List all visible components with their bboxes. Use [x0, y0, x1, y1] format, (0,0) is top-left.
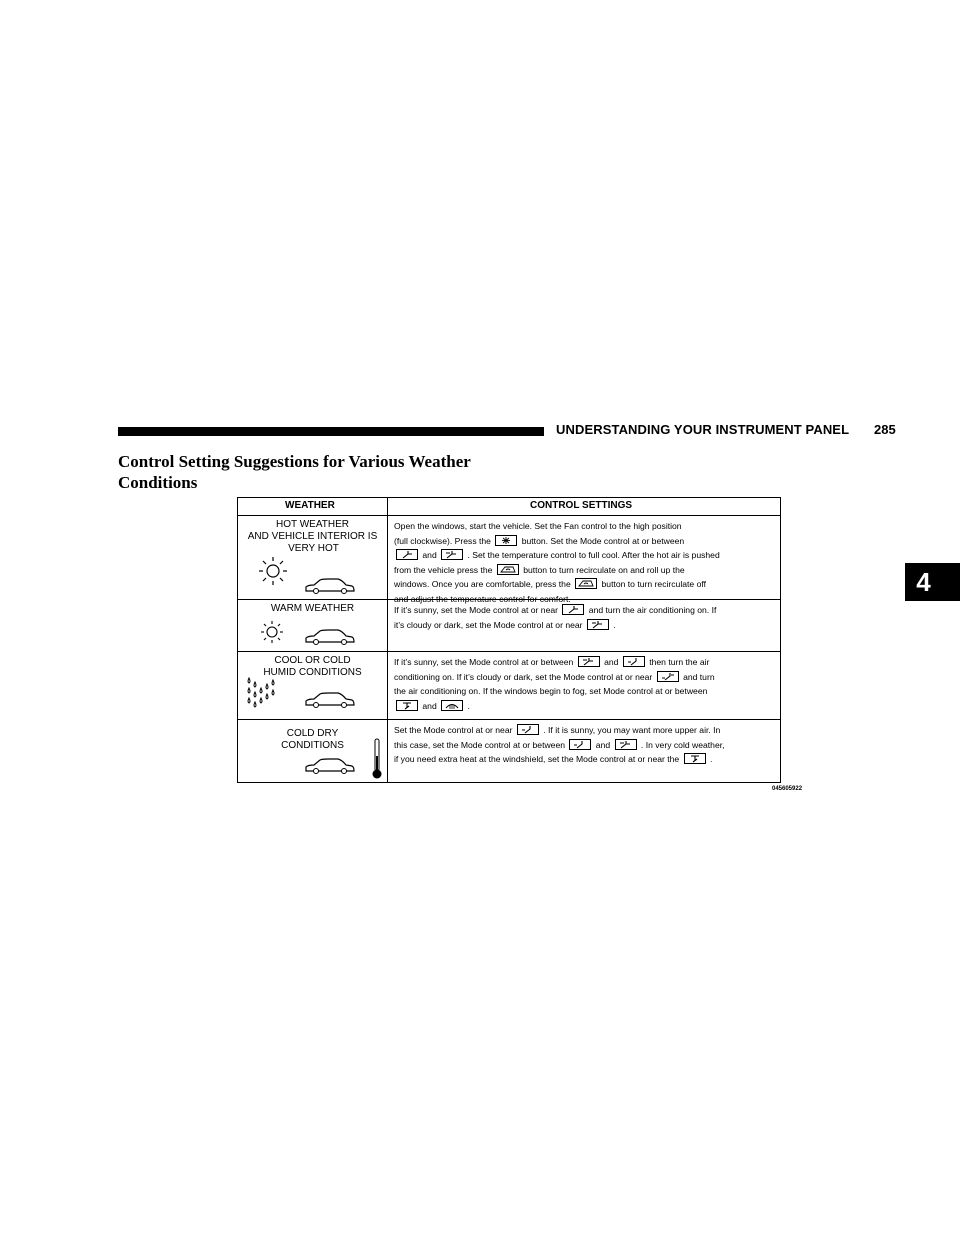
- control-settings-text: Set the Mode control at or near . If it is sunny, you may want more upper air. In this case, set the Mode control at or between and . In very cold weather, if you need extra heat at the windshield, set the Mode control at or near the .: [394, 725, 725, 764]
- car-icon: [304, 691, 356, 709]
- car-icon: [304, 628, 356, 646]
- mode-panel-icon: [396, 549, 418, 560]
- page-number: 285: [874, 422, 896, 437]
- mode-floor-icon: [569, 739, 591, 750]
- recirculate-icon: [575, 578, 597, 589]
- table-row-hot: [238, 515, 780, 604]
- recirculate-icon: [497, 564, 519, 575]
- table-row-warm: [238, 599, 780, 651]
- mode-bilevel-icon: [587, 619, 609, 630]
- car-icon: [304, 757, 356, 775]
- mode-mix-icon: [684, 753, 706, 764]
- weather-label: COLD DRY CONDITIONS: [281, 728, 344, 751]
- mode-bilevel-icon: [615, 739, 637, 750]
- sun-icon: [258, 556, 288, 586]
- control-settings-text: If it’s sunny, set the Mode control at or near and turn the air conditioning on. If it’s cloudy or dark, set the Mode control at or near .: [394, 605, 717, 630]
- figure-code: 045605922: [772, 786, 803, 792]
- header-rule: [118, 427, 544, 436]
- mode-floor-icon: [623, 656, 645, 667]
- fan-icon: [495, 535, 517, 546]
- mode-panel-icon: [562, 604, 584, 615]
- weather-col-header: WEATHER: [285, 500, 335, 511]
- mode-floor-icon: [517, 724, 539, 735]
- chapter-tab: 4: [905, 563, 960, 601]
- mode-mix-icon: [657, 671, 679, 682]
- running-header: UNDERSTANDING YOUR INSTRUMENT PANEL: [556, 422, 850, 437]
- weather-label: COOL OR COLD HUMID CONDITIONS: [263, 655, 362, 678]
- sun-icon: [260, 620, 284, 644]
- control-settings-text: If it’s sunny, set the Mode control at or between and then turn the air conditioning on. If it’s cloudy or dark, set the Mode control at or near and turn the air conditioning on. If the windows begin to fog, set Mode control at or between and .: [394, 657, 715, 711]
- mode-bilevel-icon: [578, 656, 600, 667]
- weather-label: HOT WEATHER AND VEHICLE INTERIOR IS VERY HOT: [247, 519, 378, 554]
- thermometer-icon: [371, 738, 383, 780]
- table-row-cold-dry: [238, 719, 780, 782]
- mode-bilevel-icon: [441, 549, 463, 560]
- settings-col-header: CONTROL SETTINGS: [530, 500, 633, 511]
- control-settings-table: [237, 497, 781, 783]
- car-icon: [304, 577, 356, 595]
- table-header-row: [238, 498, 780, 515]
- table-row-cool-humid: [238, 651, 780, 719]
- section-title: Control Setting Suggestions for Various Weather Conditions: [118, 452, 471, 492]
- mode-mix-icon: [396, 700, 418, 711]
- control-settings-text: Open the windows, start the vehicle. Set the Fan control to the high position (full clockwise). Press the button. Set the Mode control at or between and . Set the temperature control to full cool. After the hot air is pushed from the vehicle press the button to turn recirculate on and roll up the windows. Once you are comfortable, press the button to turn recirculate off and adjust the temperature control for comfort.: [394, 521, 720, 604]
- raindrops-icon: [245, 676, 279, 712]
- defrost-icon: [441, 700, 463, 711]
- weather-label: WARM WEATHER: [270, 603, 355, 614]
